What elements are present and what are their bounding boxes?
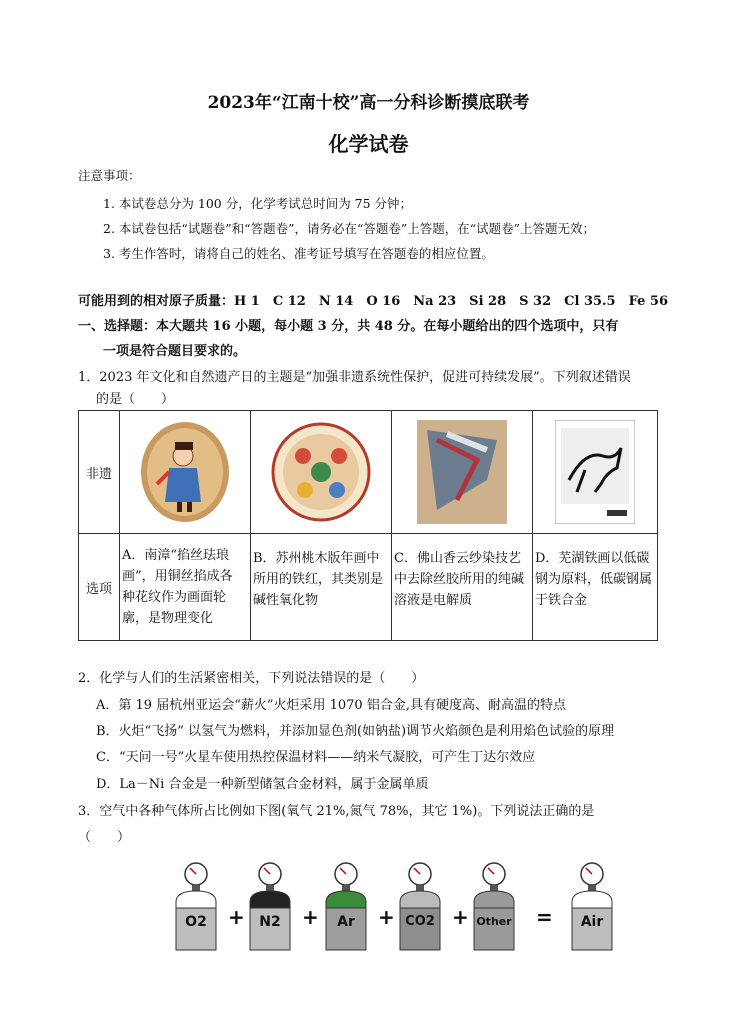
note-1: 1. 本试卷总分为 100 分，化学考试总时间为 75 分钟；: [103, 196, 413, 211]
cylinder-n2: [246, 860, 294, 952]
exam-title: 2023年“江南十校”高一分科诊断摸底联考: [207, 93, 530, 113]
option-d-text: D．芜湖铁画以低碳 钢为原料，低碳钢属 于铁合金: [535, 551, 653, 608]
row-header-heritage: 非遗: [79, 411, 120, 534]
cylinder-o2: [172, 860, 220, 952]
op-plus-1: +: [228, 905, 245, 929]
image-cell-b: [251, 411, 392, 534]
label-other: Other: [476, 915, 512, 928]
image-cell-d: [533, 411, 658, 534]
op-plus-3: +: [378, 905, 395, 929]
cylinder-air: [568, 860, 616, 952]
q1-stem-line2: 的是（ ）: [96, 392, 175, 407]
q2-option-b: B．火炬“飞扬” 以氢气为燃料，并添加显色剂(如钠盐)调节火焰颜色是利用焰色试验的原理: [96, 724, 615, 739]
q1-table: [78, 410, 658, 641]
label-n2: N2: [259, 914, 281, 930]
option-c-text: C．佛山香云纱染技艺 中去除丝胶所用的纯碱 溶液是电解质: [394, 551, 525, 608]
cylinder-co2: [396, 860, 444, 952]
note-3: 3. 考生作答时，请将自己的姓名、准考证号填写在答题卷的相应位置。: [103, 246, 494, 261]
option-b-cell: [251, 534, 392, 641]
label-co2: CO2: [405, 914, 435, 929]
option-b-text: B．苏州桃木版年画中 所用的铁红，其类别是 碱性氧化物: [253, 551, 384, 608]
exam-subtitle: 化学试卷: [328, 132, 409, 156]
option-a-cell: [120, 534, 251, 641]
label-air: Air: [580, 914, 604, 930]
q2-option-c: C．“天问一号”火星车使用热控保温材料——纳米气凝胶，可产生丁达尔效应: [96, 750, 536, 765]
q3-stem-line1: 3．空气中各种气体所占比例如下图(氧气 21%,氮气 78%，其它 1%)。下列说法正确的是: [78, 804, 595, 819]
note-2: 2. 本试卷包括“试题卷”和“答题卷”，请务必在“答题卷”上答题，在“试题卷”上答题无效；: [103, 221, 596, 236]
option-d-cell: [533, 534, 658, 641]
q3-stem-line2: （ ）: [78, 830, 131, 845]
iron-painting-image: [555, 420, 635, 524]
option-a-text: A．南漳“掐丝珐琅 画”，用铜丝掐成各 种花纹作为画面轮 廓，是物理变化: [122, 548, 233, 626]
op-plus-4: +: [452, 905, 469, 929]
image-cell-a: [120, 411, 251, 534]
q2-stem: 2．化学与人们的生活紧密相关，下列说法错误的是（ ）: [78, 671, 425, 686]
option-c-cell: [392, 534, 533, 641]
label-o2: O2: [185, 914, 207, 930]
q2-option-d: D．La－Ni 合金是一种新型储氢合金材料，属于金属单质: [96, 777, 429, 792]
woodblock-print-image: [271, 420, 371, 524]
section1-line1: 一、选择题：本大题共 16 小题，每小题 3 分，共 48 分。在每小题给出的四个选项中，只有: [78, 319, 619, 334]
op-equals: =: [536, 905, 553, 929]
q1-stem-line1: 1．2023 年文化和自然遗产日的主题是“加强非遗系统性保护，促进可持续发展”。下列叙述错误: [78, 370, 631, 385]
q2-option-a: A．第 19 届杭州亚运会“薪火”火炬采用 1070 铝合金,具有硬度高、耐高温的特点: [96, 698, 566, 713]
cylinder-other: [470, 860, 518, 952]
op-plus-2: +: [302, 905, 319, 929]
atomic-masses: 可能用到的相对原子质量：H 1 C 12 N 14 O 16 Na 23 Si 28 S 32 Cl 35.5 Fe 56: [78, 294, 669, 309]
cylinder-ar: [322, 860, 370, 952]
notes-heading: 注意事项：: [78, 168, 141, 183]
label-ar: Ar: [337, 914, 355, 930]
row-header-option: 选项: [79, 534, 120, 641]
section1-line2: 一项是符合题目要求的。: [103, 344, 247, 359]
enamel-plate-image: [139, 420, 231, 524]
silk-scarf-image: [417, 420, 507, 524]
image-cell-c: [392, 411, 533, 534]
